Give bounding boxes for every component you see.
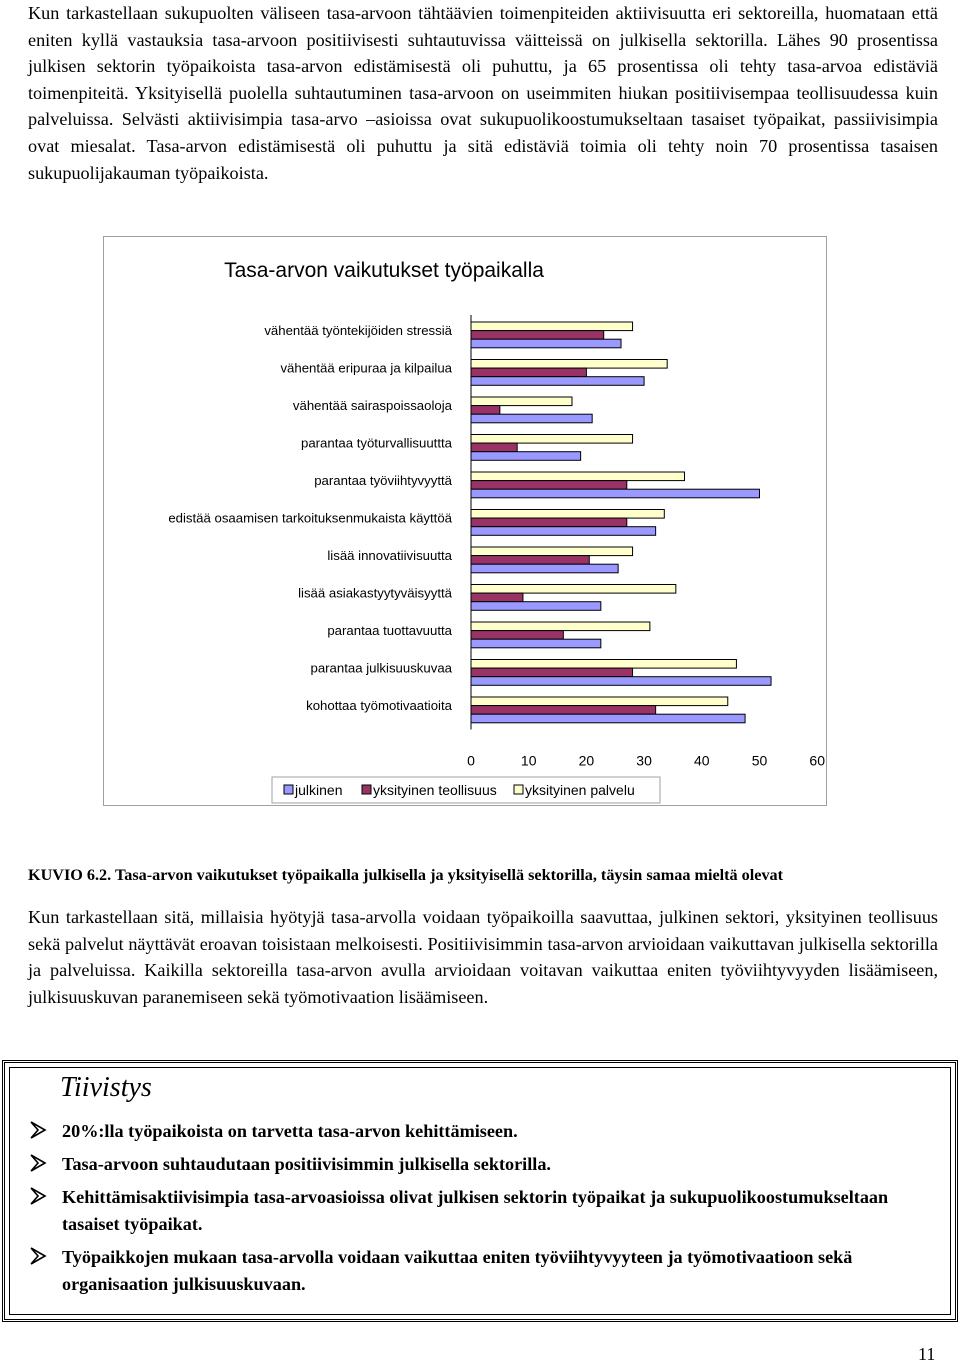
arrow-bullet-icon [28, 1186, 48, 1206]
x-tick-label: 50 [751, 752, 768, 769]
bar [471, 564, 618, 573]
category-label: vähentää työntekijöiden stressiä [264, 323, 452, 338]
bar [471, 443, 517, 452]
chart-title: Tasa-arvon vaikutukset työpaikalla [224, 259, 544, 282]
x-tick-label: 40 [694, 752, 710, 769]
summary-bullet-text: Työpaikkojen mukaan tasa-arvolla voidaan vaikuttaa eniten työviihtyvyyteen ja työmotivaatioon sekä organisaation julkisuuskuvaan. [62, 1247, 853, 1294]
bar [471, 639, 601, 648]
chart-frame [103, 236, 827, 806]
bar [471, 706, 656, 715]
category-label: parantaa tuottavuutta [327, 623, 452, 638]
category-label: parantaa julkisuuskuvaa [310, 660, 452, 676]
bar [471, 510, 664, 519]
legend-label: yksityinen teollisuus [373, 782, 497, 798]
x-tick-label: 30 [636, 752, 652, 769]
bar [471, 472, 684, 481]
bar [471, 481, 627, 490]
x-tick-label: 20 [578, 752, 595, 769]
x-tick-label: 0 [467, 752, 475, 769]
x-tick-label: 10 [520, 752, 537, 769]
category-label: parantaa työturvallisuuttta [300, 435, 452, 451]
bar-chart [104, 237, 826, 805]
legend-swatch [284, 785, 293, 794]
category-label: lisää asiakastyytyväisyyttä [298, 585, 452, 601]
bar [471, 360, 667, 369]
summary-bullet [28, 1118, 928, 1145]
arrow-bullet-icon [28, 1153, 48, 1173]
summary-bullet [28, 1244, 928, 1297]
bar [471, 602, 601, 611]
arrow-bullet-icon [28, 1120, 48, 1140]
legend-label: julkinen [295, 782, 343, 798]
summary-bullet-text: 20%:lla työpaikoista on tarvetta tasa-arvon kehittämiseen. [62, 1121, 518, 1141]
category-label: edistää osaamisen tarkoituksenmukaista käyttöä [168, 510, 452, 526]
bar [471, 556, 589, 565]
bar [471, 377, 644, 386]
bar [471, 368, 586, 377]
category-label: vähentää eripuraa ja kilpailua [280, 360, 452, 376]
body-paragraph: Kun tarkastellaan sitä, millaisia hyötyjä tasa-arvolla voidaan työpaikoilla saavuttaa, julkinen sektori, yksityinen teollisuus sekä palvelut näyttävät eroavan toisistaan melkoisesti. Positiivisimmin tasa-arvon arvioidaan vaikuttavan julkisella sektorilla ja palveluissa. Kaikilla sektoreilla tasa-arvon avulla arvioidaan voitavan vaikuttaa eniten työviihtyvyyden lisäämiseen, julkisuuskuvan paranemiseen sekä työmotivaation lisäämiseen. [28, 907, 938, 1007]
bar [471, 631, 563, 640]
bar [471, 406, 500, 415]
arrow-bullet-icon [28, 1246, 48, 1266]
bar [471, 622, 650, 631]
summary-bullet [28, 1184, 928, 1237]
bar [471, 435, 633, 444]
bar [471, 322, 633, 331]
bar [471, 414, 592, 423]
bar [471, 518, 627, 527]
bar [471, 660, 736, 669]
summary-title: Tiivistys [60, 1072, 152, 1103]
bar [471, 593, 523, 602]
bar [471, 668, 633, 677]
summary-bullet-text: Tasa-arvoon suhtaudutaan positiivisimmin julkisella sektorilla. [62, 1154, 551, 1174]
legend-label: yksityinen palvelu [525, 782, 635, 798]
x-tick-label: 60 [809, 752, 825, 769]
category-label: parantaa työviihtyvyyttä [314, 473, 452, 488]
bar [471, 697, 728, 706]
bar [471, 585, 676, 594]
intro-paragraph: Kun tarkastellaan sukupuolten väliseen tasa-arvoon tähtäävien toimenpiteiden aktiivisuutta eri sektoreilla, huomataan että eniten kyllä vastauksia tasa-arvoon positiivisesti suhtautuvissa väitteissä on julkisella sektorilla. Lähes 90 prosentissa julkisen sektorin työpaikoista tasa-arvon edistämisestä oli puhuttu, ja 65 prosentissa oli tehty tasa-arvoa edistäviä toimenpiteitä. Yksityisellä puolella suhtautuminen tasa-arvoon on useimmiten hiukan positiivisempaa teollisuudessa kuin palveluissa. Selvästi aktiivisimpia tasa-arvo –asioissa ovat sukupuolikoostumukseltaan tasaiset työpaikat, passiivisimpia ovat miesalat. Tasa-arvon edistämisestä oli puhuttu ja sitä edistäviä toimia oli tehty noin 70 prosentissa tasaisen sukupuolijakauman työpaikoista. [28, 3, 938, 183]
bar [471, 714, 745, 723]
legend-swatch [362, 785, 371, 794]
bar [471, 452, 581, 461]
page-number: 11 [918, 1344, 936, 1364]
figure-caption: KUVIO 6.2. Tasa-arvon vaikutukset työpaikalla julkisella ja yksityisellä sektorilla, täysin samaa mieltä olevat [28, 866, 784, 884]
legend-swatch [514, 785, 523, 794]
category-label: kohottaa työmotivaatioita [306, 698, 452, 713]
bar [471, 339, 621, 348]
bar [471, 677, 771, 686]
bar [471, 489, 760, 498]
bar [471, 331, 604, 340]
summary-bullet [28, 1151, 928, 1178]
category-label: lisää innovatiivisuutta [327, 548, 452, 563]
category-label: vähentää sairaspoissaoloja [292, 398, 452, 413]
bar [471, 547, 633, 556]
summary-bullet-text: Kehittämisaktiivisimpia tasa-arvoasioissa olivat julkisen sektorin työpaikat ja sukupuolikoostumukseltaan tasaiset työpaikat. [62, 1187, 889, 1234]
bar [471, 397, 572, 406]
bar [471, 527, 656, 536]
